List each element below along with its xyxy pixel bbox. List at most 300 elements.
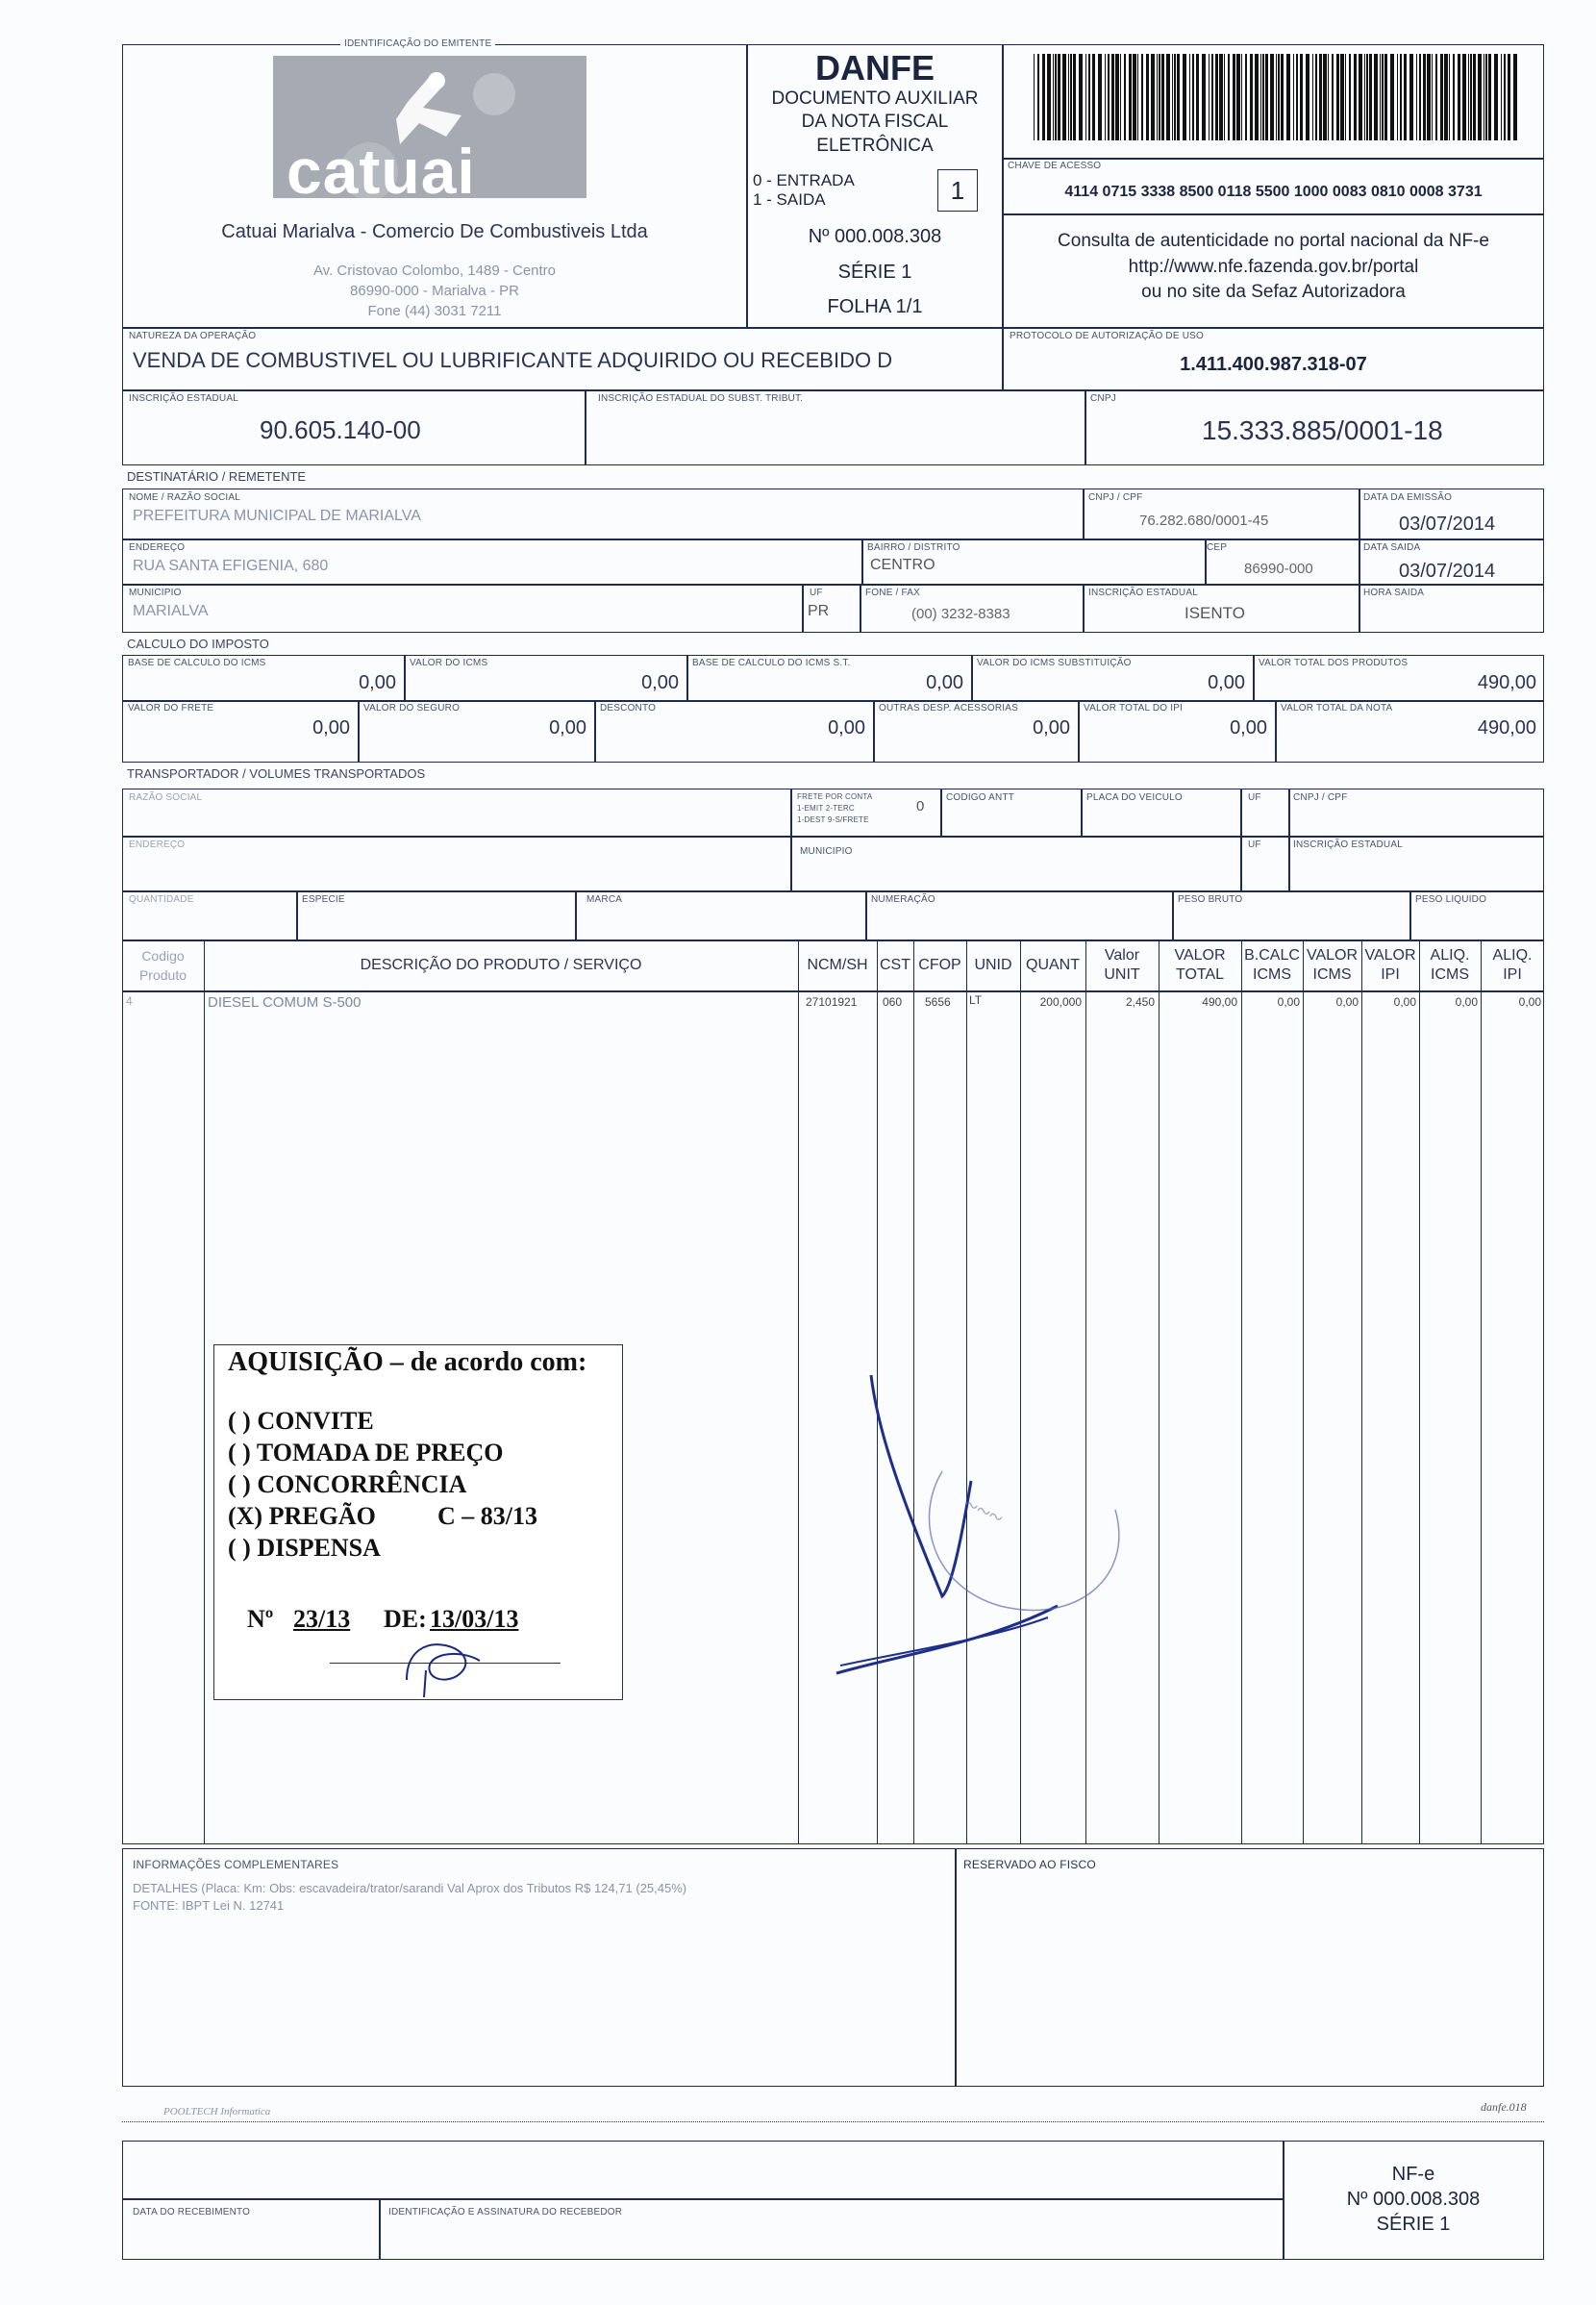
dest-emissao-value: 03/07/2014 bbox=[1399, 514, 1496, 535]
canhoto-serie: SÉRIE 1 bbox=[1376, 2214, 1451, 2235]
dest-bairro-value: CENTRO bbox=[870, 557, 935, 573]
imposto-field-value: 0,00 bbox=[312, 717, 350, 739]
item-codigo: 4 bbox=[126, 994, 133, 1008]
protocolo-label: PROTOCOLO DE AUTORIZAÇÃO DE USO bbox=[1010, 331, 1204, 341]
item-unid: LT bbox=[969, 993, 983, 1007]
barcode-bar bbox=[1380, 54, 1381, 140]
dest-municipio-value: MARIALVA bbox=[133, 603, 209, 619]
barcode-bar bbox=[1319, 54, 1322, 140]
barcode-bar bbox=[1513, 54, 1517, 140]
stamp-option-tomada: ( ) TOMADA DE PREÇO bbox=[228, 1439, 504, 1466]
barcode-bar bbox=[1111, 54, 1114, 140]
complementares-line-2: FONTE: IBPT Lei N. 12741 bbox=[133, 1898, 285, 1913]
divider bbox=[122, 836, 1544, 838]
barcode-bar bbox=[1369, 54, 1372, 140]
col-quant-header: QUANT bbox=[1026, 957, 1080, 973]
emitente-section-label: IDENTIFICAÇÃO DO EMITENTE bbox=[340, 38, 495, 49]
barcode-bar bbox=[1508, 54, 1510, 140]
ie-value: 90.605.140-00 bbox=[260, 415, 421, 444]
item-ncm: 27101921 bbox=[806, 995, 858, 1009]
col-vipi-header bbox=[1361, 946, 1419, 985]
dest-saida-value: 03/07/2014 bbox=[1399, 561, 1496, 582]
barcode-bar bbox=[1444, 54, 1448, 140]
fisco-label: RESERVADO AO FISCO bbox=[963, 1858, 1096, 1871]
imposto-field-value: 0,00 bbox=[828, 717, 865, 739]
emitente-city: 86990-000 - Marialva - PR bbox=[350, 283, 519, 299]
barcode-bar bbox=[1354, 54, 1357, 140]
divider bbox=[296, 890, 298, 940]
item-vicms: 0,00 bbox=[1335, 995, 1359, 1009]
barcode-bar bbox=[1423, 54, 1426, 140]
imposto-field-label: VALOR DO SEGURO bbox=[363, 703, 461, 714]
barcode-bar bbox=[1296, 54, 1298, 140]
danfe-serie: SÉRIE 1 bbox=[837, 262, 912, 283]
item-quant: 200,000 bbox=[1039, 995, 1082, 1009]
dest-fone-label: FONE / FAX bbox=[865, 588, 921, 598]
barcode-bar bbox=[1435, 54, 1437, 140]
barcode-bar bbox=[1037, 54, 1039, 140]
barcode-bar bbox=[1449, 54, 1450, 140]
imposto-field-label: VALOR DO ICMS SUBSTITUIÇÃO bbox=[977, 658, 1132, 668]
barcode-bar bbox=[1105, 54, 1106, 140]
barcode-bar bbox=[1255, 54, 1259, 140]
emitente-address: Av. Cristovao Colombo, 1489 - Centro bbox=[312, 263, 557, 279]
item-bcalc: 0,00 bbox=[1277, 995, 1300, 1009]
transp-especie-label: ESPECIE bbox=[302, 894, 345, 905]
transp-placa-label: PLACA DO VEICULO bbox=[1086, 792, 1183, 803]
divider bbox=[575, 890, 577, 940]
col-bcalc-line-1: B.CALC bbox=[1244, 947, 1300, 964]
barcode-bar bbox=[1166, 54, 1170, 140]
item-aipi: 0,00 bbox=[1518, 995, 1541, 1009]
transp-frete-label-1: FRETE POR CONTA bbox=[797, 792, 873, 801]
barcode-bar bbox=[1468, 54, 1469, 140]
imposto-field-value: 0,00 bbox=[359, 672, 396, 693]
canhoto-nfe: NF-e bbox=[1391, 2164, 1435, 2185]
barcode-bar bbox=[1359, 54, 1362, 140]
barcode-bar bbox=[1151, 54, 1155, 140]
barcode-bar bbox=[1281, 54, 1284, 140]
form-code: danfe.018 bbox=[1481, 2100, 1527, 2114]
barcode-bar bbox=[1419, 54, 1421, 140]
barcode-bar bbox=[1062, 54, 1066, 140]
barcode-bar bbox=[1397, 54, 1398, 140]
col-vunit-line-1: Valor bbox=[1104, 947, 1140, 964]
barcode-bar bbox=[1494, 54, 1498, 140]
barcode-bar bbox=[1141, 54, 1143, 140]
consulta-line-1: Consulta de autenticidade no portal nacional da NF-e bbox=[1058, 231, 1489, 251]
item-vipi: 0,00 bbox=[1393, 995, 1416, 1009]
danfe-subtitle-2: DA NOTA FISCAL bbox=[801, 112, 949, 132]
imposto-field-label: OUTRAS DESP. ACESSORIAS bbox=[879, 703, 1019, 714]
dest-ie-value: ISENTO bbox=[1185, 604, 1245, 622]
barcode-bar bbox=[1400, 54, 1402, 140]
barcode-bar bbox=[1332, 54, 1334, 140]
dest-nome-label: NOME / RAZÃO SOCIAL bbox=[129, 492, 241, 503]
barcode-bar bbox=[1228, 54, 1230, 140]
stamp-option-concorrencia: ( ) CONCORRÊNCIA bbox=[228, 1470, 467, 1498]
aquisicao-stamp bbox=[213, 1344, 623, 1700]
barcode-bar bbox=[1349, 54, 1351, 140]
barcode-bar bbox=[1260, 54, 1261, 140]
col-aipi-header bbox=[1481, 946, 1544, 985]
dest-hora-label: HORA SAIDA bbox=[1363, 588, 1425, 598]
dotted-cut-line bbox=[122, 2121, 1544, 2122]
transp-peso-liquido-label: PESO LIQUIDO bbox=[1415, 894, 1487, 905]
column-divider bbox=[204, 940, 205, 1844]
dest-cnpj-label: CNPJ / CPF bbox=[1088, 492, 1143, 503]
barcode-bar bbox=[1315, 54, 1317, 140]
transp-razao-label: RAZÃO SOCIAL bbox=[129, 792, 203, 803]
barcode-bar bbox=[1108, 54, 1110, 140]
divider bbox=[861, 539, 863, 584]
barcode-bar bbox=[1133, 54, 1136, 140]
col-vicms-line-2: ICMS bbox=[1312, 966, 1352, 983]
barcode-bar bbox=[1265, 54, 1268, 140]
divider bbox=[865, 890, 867, 940]
item-cst: 060 bbox=[883, 995, 903, 1009]
transportador-section-label: TRANSPORTADOR / VOLUMES TRANSPORTADOS bbox=[127, 766, 426, 781]
imposto-field-label: DESCONTO bbox=[600, 703, 657, 714]
imposto-field-label: BASE DE CALCULO DO ICMS S.T. bbox=[692, 658, 851, 668]
divider bbox=[1003, 213, 1544, 215]
barcode-bar bbox=[1192, 54, 1194, 140]
stamp-data-prefix: DE: bbox=[384, 1605, 427, 1633]
transp-ie-label: INSCRIÇÃO ESTADUAL bbox=[1293, 839, 1403, 850]
barcode-bar bbox=[1161, 54, 1164, 140]
barcode-bar bbox=[1427, 54, 1431, 140]
dest-endereco-value: RUA SANTA EFIGENIA, 680 bbox=[133, 558, 329, 574]
barcode-bar bbox=[1416, 54, 1417, 140]
protocolo-value: 1.411.400.987.318-07 bbox=[1180, 354, 1367, 375]
barcode-bar bbox=[1293, 54, 1294, 140]
barcode-bar bbox=[1047, 54, 1051, 140]
imposto-field-value: 490,00 bbox=[1477, 672, 1536, 693]
barcode-bar bbox=[1440, 54, 1443, 140]
col-codigo-line-1: Codigo bbox=[141, 948, 185, 964]
col-vunit-line-2: UNIT bbox=[1104, 966, 1140, 983]
barcode-bar bbox=[1183, 54, 1186, 140]
barcode-icon bbox=[1034, 54, 1519, 140]
barcode-bar bbox=[1432, 54, 1433, 140]
col-codigo-line-2: Produto bbox=[138, 967, 187, 983]
barcode-bar bbox=[1196, 54, 1199, 140]
imposto-field-label: VALOR DO ICMS bbox=[410, 658, 488, 668]
barcode-bar bbox=[1286, 54, 1290, 140]
divider bbox=[940, 789, 942, 836]
barcode-bar bbox=[1137, 54, 1138, 140]
col-vtotal-line-1: VALOR bbox=[1174, 947, 1226, 964]
complementares-line-1: DETALHES (Placa: Km: Obs: escavadeira/trator/sarandi Val Aprox dos Tributos R$ 124,71 (25,45%) bbox=[133, 1881, 687, 1895]
barcode-bar bbox=[1404, 54, 1407, 140]
danfe-title: DANFE bbox=[815, 48, 935, 88]
barcode-bar bbox=[1453, 54, 1455, 140]
dest-emissao-label: DATA DA EMISSÃO bbox=[1363, 492, 1453, 503]
barcode-bar bbox=[1159, 54, 1160, 140]
barcode-bar bbox=[1323, 54, 1327, 140]
stamp-option-dispensa: ( ) DISPENSA bbox=[228, 1534, 381, 1562]
chave-label: CHAVE DE ACESSO bbox=[1008, 161, 1102, 171]
transp-frete-label-3: 1-DEST 9-S/FRETE bbox=[797, 815, 869, 824]
imposto-field-value: 0,00 bbox=[1033, 717, 1070, 739]
barcode-bar bbox=[1366, 54, 1368, 140]
fisco-box bbox=[956, 1848, 1544, 2087]
logo-wordmark: catuai bbox=[287, 136, 476, 207]
stamp-numero: 23/13 bbox=[293, 1605, 351, 1633]
divider bbox=[122, 584, 1544, 586]
col-vtotal-header bbox=[1159, 946, 1241, 985]
imposto-section-label: CALCULO DO IMPOSTO bbox=[127, 637, 269, 651]
dest-nome-value: PREFEITURA MUNICIPAL DE MARIALVA bbox=[133, 508, 421, 524]
danfe-subtitle-3: ELETRÔNICA bbox=[816, 136, 934, 156]
col-cfop-header: CFOP bbox=[918, 957, 961, 973]
transp-uf-label: UF bbox=[1248, 792, 1261, 803]
divider bbox=[1083, 489, 1085, 539]
software-credit: POOLTECH Informatica bbox=[163, 2106, 271, 2117]
item-cfop: 5656 bbox=[925, 995, 951, 1009]
col-aicms-line-2: ICMS bbox=[1431, 966, 1469, 983]
barcode-bar bbox=[1278, 54, 1280, 140]
destinatario-section-label: DESTINATÁRIO / REMETENTE bbox=[127, 469, 307, 484]
saida-label: 1 - SAIDA bbox=[753, 190, 826, 209]
col-cst-header: CST bbox=[880, 957, 910, 973]
column-divider bbox=[1241, 940, 1242, 1844]
barcode-bar bbox=[1328, 54, 1329, 140]
item-vunit: 2,450 bbox=[1125, 995, 1155, 1009]
dest-cep-value: 86990-000 bbox=[1244, 561, 1313, 577]
divider bbox=[122, 539, 1544, 540]
dest-endereco-label: ENDEREÇO bbox=[129, 542, 186, 553]
dest-saida-label: DATA SAIDA bbox=[1363, 542, 1421, 553]
barcode-bar bbox=[1485, 54, 1487, 140]
ie-st-label: INSCRIÇÃO ESTADUAL DO SUBST. TRIBUT. bbox=[598, 393, 804, 404]
barcode-bar bbox=[1085, 54, 1086, 140]
col-vipi-line-1: VALOR bbox=[1364, 947, 1416, 964]
barcode-bar bbox=[1390, 54, 1394, 140]
divider bbox=[1081, 789, 1083, 836]
divider bbox=[1240, 789, 1242, 891]
barcode-bar bbox=[1211, 54, 1213, 140]
barcode-bar bbox=[1336, 54, 1339, 140]
item-descricao: DIESEL COMUM S-500 bbox=[208, 994, 362, 1011]
divider bbox=[122, 990, 1544, 992]
col-aipi-line-2: IPI bbox=[1503, 966, 1522, 983]
svg-text:~~~: ~~~ bbox=[959, 1490, 1008, 1533]
barcode-bar bbox=[1270, 54, 1274, 140]
barcode-bar bbox=[1409, 54, 1413, 140]
barcode-bar bbox=[1470, 54, 1472, 140]
emitente-name: Catuai Marialva - Comercio De Combustiveis Ltda bbox=[221, 221, 648, 242]
col-vipi-line-2: IPI bbox=[1381, 966, 1400, 983]
dest-uf-value: PR bbox=[808, 603, 830, 619]
assinatura-label: IDENTIFICAÇÃO E ASSINATURA DO RECEBEDOR bbox=[388, 2207, 623, 2217]
barcode-bar bbox=[1384, 54, 1387, 140]
barcode-bar bbox=[1306, 54, 1309, 140]
col-bcalc-header bbox=[1241, 946, 1303, 985]
imposto-field-label: BASE DE CALCULO DO ICMS bbox=[128, 658, 266, 668]
barcode-bar bbox=[1312, 54, 1313, 140]
col-aicms-header bbox=[1419, 946, 1481, 985]
signature-mark bbox=[827, 1365, 1211, 1692]
imposto-field-label: VALOR TOTAL DA NOTA bbox=[1281, 703, 1393, 714]
tipo-box: 1 bbox=[937, 169, 978, 212]
barcode-bar bbox=[1245, 54, 1247, 140]
consulta-line-3: ou no site da Sefaz Autorizadora bbox=[1141, 282, 1406, 302]
item-aicms: 0,00 bbox=[1455, 995, 1478, 1009]
barcode-bar bbox=[1177, 54, 1180, 140]
imposto-field-label: VALOR TOTAL DOS PRODUTOS bbox=[1259, 658, 1409, 668]
barcode-bar bbox=[1115, 54, 1119, 140]
column-divider bbox=[1303, 940, 1304, 1844]
barcode-bar bbox=[1088, 54, 1090, 140]
stamp-initials-signature bbox=[387, 1622, 503, 1699]
divider bbox=[1083, 584, 1085, 633]
imposto-field-value: 0,00 bbox=[1208, 672, 1245, 693]
danfe-folha: FOLHA 1/1 bbox=[827, 296, 923, 317]
barcode-bar bbox=[1174, 54, 1176, 140]
divider bbox=[1172, 890, 1174, 940]
divider bbox=[1288, 789, 1290, 891]
transp-antt-label: CODIGO ANTT bbox=[946, 792, 1015, 803]
transp-municipio-label: MUNICIPIO bbox=[800, 846, 853, 857]
barcode-bar bbox=[1120, 54, 1121, 140]
transp-numeracao-label: NUMERAÇÃO bbox=[871, 894, 935, 905]
divider bbox=[1409, 890, 1411, 940]
barcode-bar bbox=[1364, 54, 1365, 140]
dest-uf-label: UF bbox=[810, 588, 823, 598]
barcode-bar bbox=[1276, 54, 1277, 140]
divider bbox=[790, 789, 792, 891]
barcode-bar bbox=[1374, 54, 1378, 140]
divider bbox=[802, 584, 804, 633]
barcode-bar bbox=[1262, 54, 1264, 140]
divider bbox=[122, 890, 1544, 892]
barcode-bar bbox=[1241, 54, 1242, 140]
col-aicms-line-1: ALIQ. bbox=[1430, 947, 1470, 964]
cnpj-label: CNPJ bbox=[1090, 393, 1116, 404]
chave-value: 4114 0715 3338 8500 0118 5500 1000 0083 0810 0008 3731 bbox=[1064, 184, 1483, 200]
barcode-bar bbox=[1473, 54, 1476, 140]
entrada-label: 0 - ENTRADA bbox=[753, 171, 855, 189]
complementares-label: INFORMAÇÕES COMPLEMENTARES bbox=[133, 1858, 339, 1871]
barcode-bar bbox=[1345, 54, 1346, 140]
barcode-bar bbox=[1070, 54, 1072, 140]
emitente-phone: Fone (44) 3031 7211 bbox=[367, 303, 502, 319]
column-divider bbox=[1481, 940, 1482, 1844]
divider bbox=[1359, 489, 1360, 633]
barcode-bar bbox=[1189, 54, 1190, 140]
danfe-numero: Nº 000.008.308 bbox=[808, 226, 942, 247]
transp-quantidade-label: QUANTIDADE bbox=[129, 894, 194, 905]
barcode-bar bbox=[1458, 54, 1460, 140]
col-vicms-line-1: VALOR bbox=[1306, 947, 1359, 964]
dest-cnpj-value: 76.282.680/0001-45 bbox=[1139, 513, 1269, 529]
imposto-field-value: 0,00 bbox=[641, 672, 679, 693]
dest-cep-label: CEP bbox=[1207, 542, 1228, 553]
barcode-bar bbox=[1098, 54, 1102, 140]
barcode-bar bbox=[1215, 54, 1218, 140]
transp-uf2-label: UF bbox=[1248, 839, 1261, 850]
dest-fone-value: (00) 3232-8383 bbox=[911, 606, 1010, 622]
col-vtotal-line-2: TOTAL bbox=[1175, 966, 1225, 983]
col-unid-header: UNID bbox=[974, 957, 1012, 973]
barcode-bar bbox=[1172, 54, 1173, 140]
divider bbox=[122, 2198, 1283, 2200]
barcode-bar bbox=[1250, 54, 1253, 140]
item-vtotal: 490,00 bbox=[1202, 995, 1237, 1009]
stamp-title: AQUISIÇÃO – de acordo com: bbox=[228, 1347, 587, 1377]
dest-bairro-label: BAIRRO / DISTRITO bbox=[867, 542, 960, 553]
imposto-field-value: 0,00 bbox=[1230, 717, 1267, 739]
barcode-bar bbox=[1042, 54, 1045, 140]
barcode-bar bbox=[1236, 54, 1240, 140]
column-divider bbox=[798, 940, 799, 1844]
transp-marca-label: MARCA bbox=[586, 894, 623, 905]
barcode-bar bbox=[1504, 54, 1506, 140]
dest-municipio-label: MUNICIPIO bbox=[129, 588, 182, 598]
recebimento-label: DATA DO RECEBIMENTO bbox=[133, 2207, 251, 2217]
barcode-bar bbox=[1340, 54, 1344, 140]
barcode-bar bbox=[1092, 54, 1095, 140]
barcode-bar bbox=[1073, 54, 1076, 140]
barcode-bar bbox=[1501, 54, 1502, 140]
barcode-bar bbox=[1462, 54, 1466, 140]
imposto-field-value: 490,00 bbox=[1477, 717, 1536, 739]
barcode-bar bbox=[1233, 54, 1235, 140]
divider bbox=[1003, 158, 1544, 160]
transp-peso-bruto-label: PESO BRUTO bbox=[1178, 894, 1243, 905]
cnpj-value: 15.333.885/0001-18 bbox=[1202, 415, 1443, 445]
barcode-bar bbox=[1129, 54, 1132, 140]
ie-label: INSCRIÇÃO ESTADUAL bbox=[129, 393, 238, 404]
col-descricao-header: DESCRIÇÃO DO PRODUTO / SERVIÇO bbox=[360, 957, 642, 973]
barcode-bar bbox=[1488, 54, 1491, 140]
col-ncm-header: NCM/SH bbox=[807, 957, 868, 973]
col-bcalc-line-2: ICMS bbox=[1253, 966, 1291, 983]
barcode-bar bbox=[1300, 54, 1303, 140]
barcode-bar bbox=[1079, 54, 1083, 140]
imposto-field-value: 0,00 bbox=[926, 672, 963, 693]
imposto-field-value: 0,00 bbox=[549, 717, 586, 739]
barcode-bar bbox=[1382, 54, 1384, 140]
divider bbox=[379, 2198, 381, 2260]
divider bbox=[122, 700, 1544, 702]
transp-endereco-label: ENDEREÇO bbox=[129, 839, 186, 850]
danfe-subtitle-1: DOCUMENTO AUXILIAR bbox=[771, 88, 979, 109]
barcode-bar bbox=[1202, 54, 1206, 140]
company-logo bbox=[273, 56, 586, 207]
column-divider bbox=[1419, 940, 1420, 1844]
col-vunit-header bbox=[1085, 946, 1159, 985]
divider bbox=[860, 584, 861, 633]
column-divider bbox=[1361, 940, 1362, 1844]
barcode-bar bbox=[1068, 54, 1069, 140]
stamp-data: 13/03/13 bbox=[430, 1605, 519, 1633]
transp-cnpj-label: CNPJ / CPF bbox=[1293, 792, 1348, 803]
col-vicms-header bbox=[1303, 946, 1361, 985]
col-codigo-header bbox=[122, 946, 204, 985]
imposto-field-label: VALOR DO FRETE bbox=[128, 703, 214, 714]
transp-frete-label-2: 1-EMIT 2-TERC bbox=[797, 804, 855, 813]
stamp-pregao-ref: C – 83/13 bbox=[437, 1502, 537, 1530]
natureza-label: NATUREZA DA OPERAÇÃO bbox=[129, 331, 257, 341]
dest-ie-label: INSCRIÇÃO ESTADUAL bbox=[1088, 588, 1198, 598]
barcode-bar bbox=[1146, 54, 1149, 140]
stamp-option-pregao: (X) PREGÃO bbox=[228, 1502, 376, 1530]
natureza-value: VENDA DE COMBUSTIVEL OU LUBRIFICANTE ADQUIRIDO OU RECEBIDO D bbox=[133, 348, 893, 372]
barcode-bar bbox=[1478, 54, 1482, 140]
barcode-bar bbox=[1157, 54, 1158, 140]
